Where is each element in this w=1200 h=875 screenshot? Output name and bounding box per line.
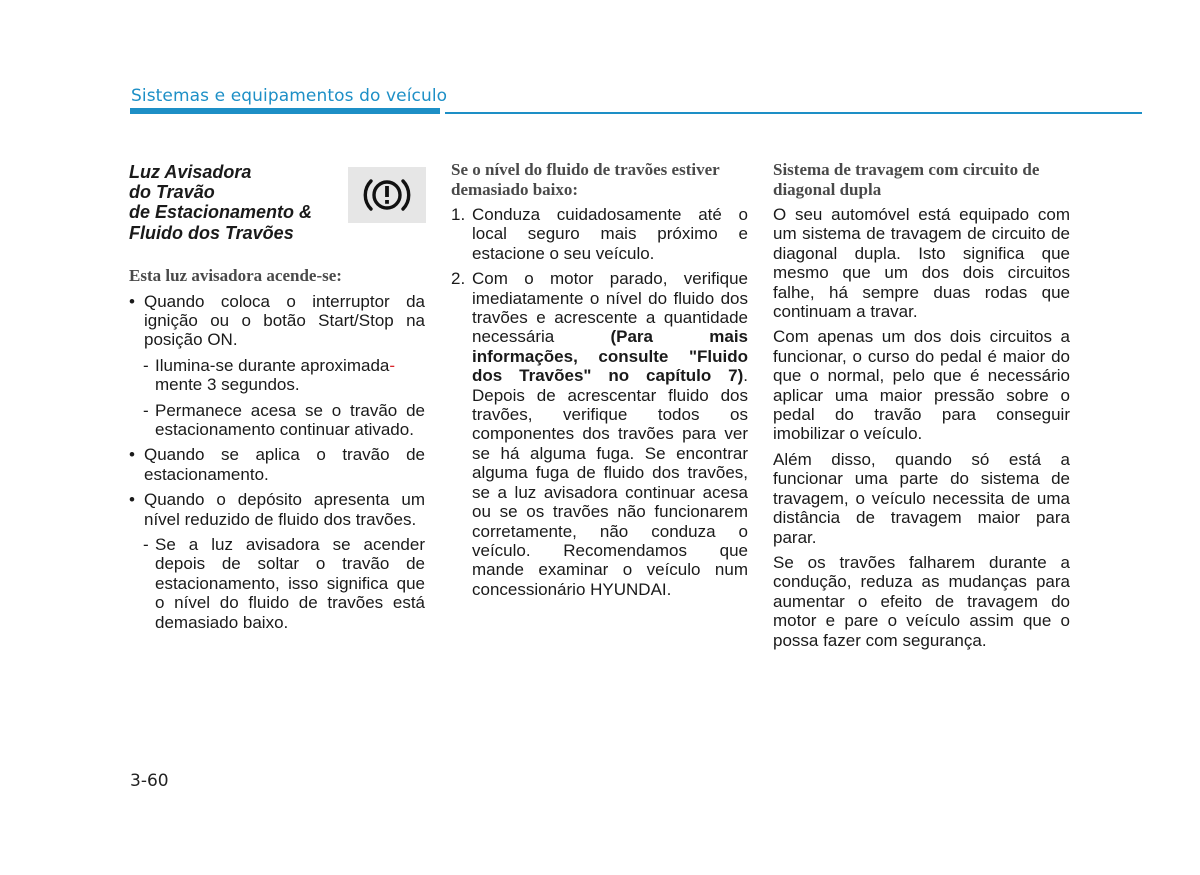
brake-warning-icon-graphic xyxy=(357,173,417,217)
section-title-line: Luz Avisadora xyxy=(129,162,252,182)
item-text: Com o motor parado, verifique imediatamente o nível do fluido dos travões e acrescente a quantidade necessária xyxy=(472,269,748,347)
item-number: 2. xyxy=(451,269,466,289)
column-1 xyxy=(129,160,425,638)
numbered-item xyxy=(451,269,748,599)
item-text: Conduza cuidadosamente até o local seguro mais próximo e estacione o seu veículo. xyxy=(472,205,748,263)
paragraph: O seu automóvel está equipado com um sistema de travagem de circuito de diagonal dupla. Isto significa que mesmo que um dos dois circuitos falhe, há sempre duas rodas que continuam a travar. xyxy=(773,205,1070,322)
page-number: 3-60 xyxy=(130,771,169,791)
column-2 xyxy=(451,160,748,605)
paragraph: Além disso, quando só está a funcionar uma parte do sistema de travagem, o veículo necessita de uma distância de travagem maior para parar. xyxy=(773,449,1070,547)
hyphen-mark: - xyxy=(389,355,396,375)
section-title-line: Fluido dos Travões xyxy=(129,222,294,243)
paragraph: Se os travões falharem durante a condução, reduza as mudanças para aumentar o efeito de travagem do motor e pare o veículo assim que o possa fazer com segurança. xyxy=(773,552,1070,650)
section-title xyxy=(129,162,339,243)
list-item: • Quando o depósito apresenta um nível reduzido de fluido dos travões. xyxy=(129,490,425,529)
item-number: 1. xyxy=(451,205,466,224)
subheading: Se o nível do fluido de travões estiver demasiado baixo: xyxy=(451,160,720,199)
subheading: Esta luz avisadora acende-se: xyxy=(129,266,342,285)
dash-text: mente 3 segundos. xyxy=(155,375,300,395)
list-item: - Se a luz avisadora se acender depois de soltar o travão de estacionamento, isso significa que o nível do fluido de travões está demasiado baixo. xyxy=(129,535,425,632)
header-rule-thick xyxy=(130,108,440,114)
header-title: Sistemas e equipamentos do veículo xyxy=(131,86,448,106)
header-rule-thin xyxy=(445,112,1142,114)
list-item: - Permanece acesa se o travão de estacionamento continuar ativado. xyxy=(129,401,425,440)
section-title-line: do Travão xyxy=(129,182,215,203)
section-title-line: de Estacionamento & xyxy=(129,202,313,223)
list-item: • Quando se aplica o travão de estacionamento. xyxy=(129,445,425,484)
paragraph: Com apenas um dos dois circuitos a funcionar, o curso do pedal é maior do que o normal, pelo que é necessário aplicar uma maior pressão sobre o pedal do travão para conseguir imobilizar o veículo. xyxy=(773,327,1070,444)
subheading: Sistema de travagem com circuito de diagonal dupla xyxy=(773,160,1040,199)
brake-warning-icon xyxy=(348,167,426,223)
list-item xyxy=(129,356,425,395)
item-text: . Depois de acrescentar fluido dos travões, verifique todos os componentes dos travões para ver se há alguma fuga. Se encontrar alguma fuga de fluido dos travões, se a luz avisadora continuar acesa ou se os travões não funcionarem corretamente, não conduza o veículo. Recomendamos que mande examinar o veículo num concessionário HYUNDAI. xyxy=(472,366,748,599)
item-bold-reference: (Para mais informações, consulte "Fluido dos Travões" no capítulo 7) xyxy=(472,327,748,386)
list-item: • Quando coloca o interruptor da ignição ou o botão Start/Stop na posição ON. xyxy=(129,292,425,350)
numbered-item xyxy=(451,205,748,263)
dash-text: Ilumina-se durante aproximada xyxy=(155,355,390,375)
column-3 xyxy=(773,160,1070,656)
section-title-block xyxy=(129,162,425,266)
